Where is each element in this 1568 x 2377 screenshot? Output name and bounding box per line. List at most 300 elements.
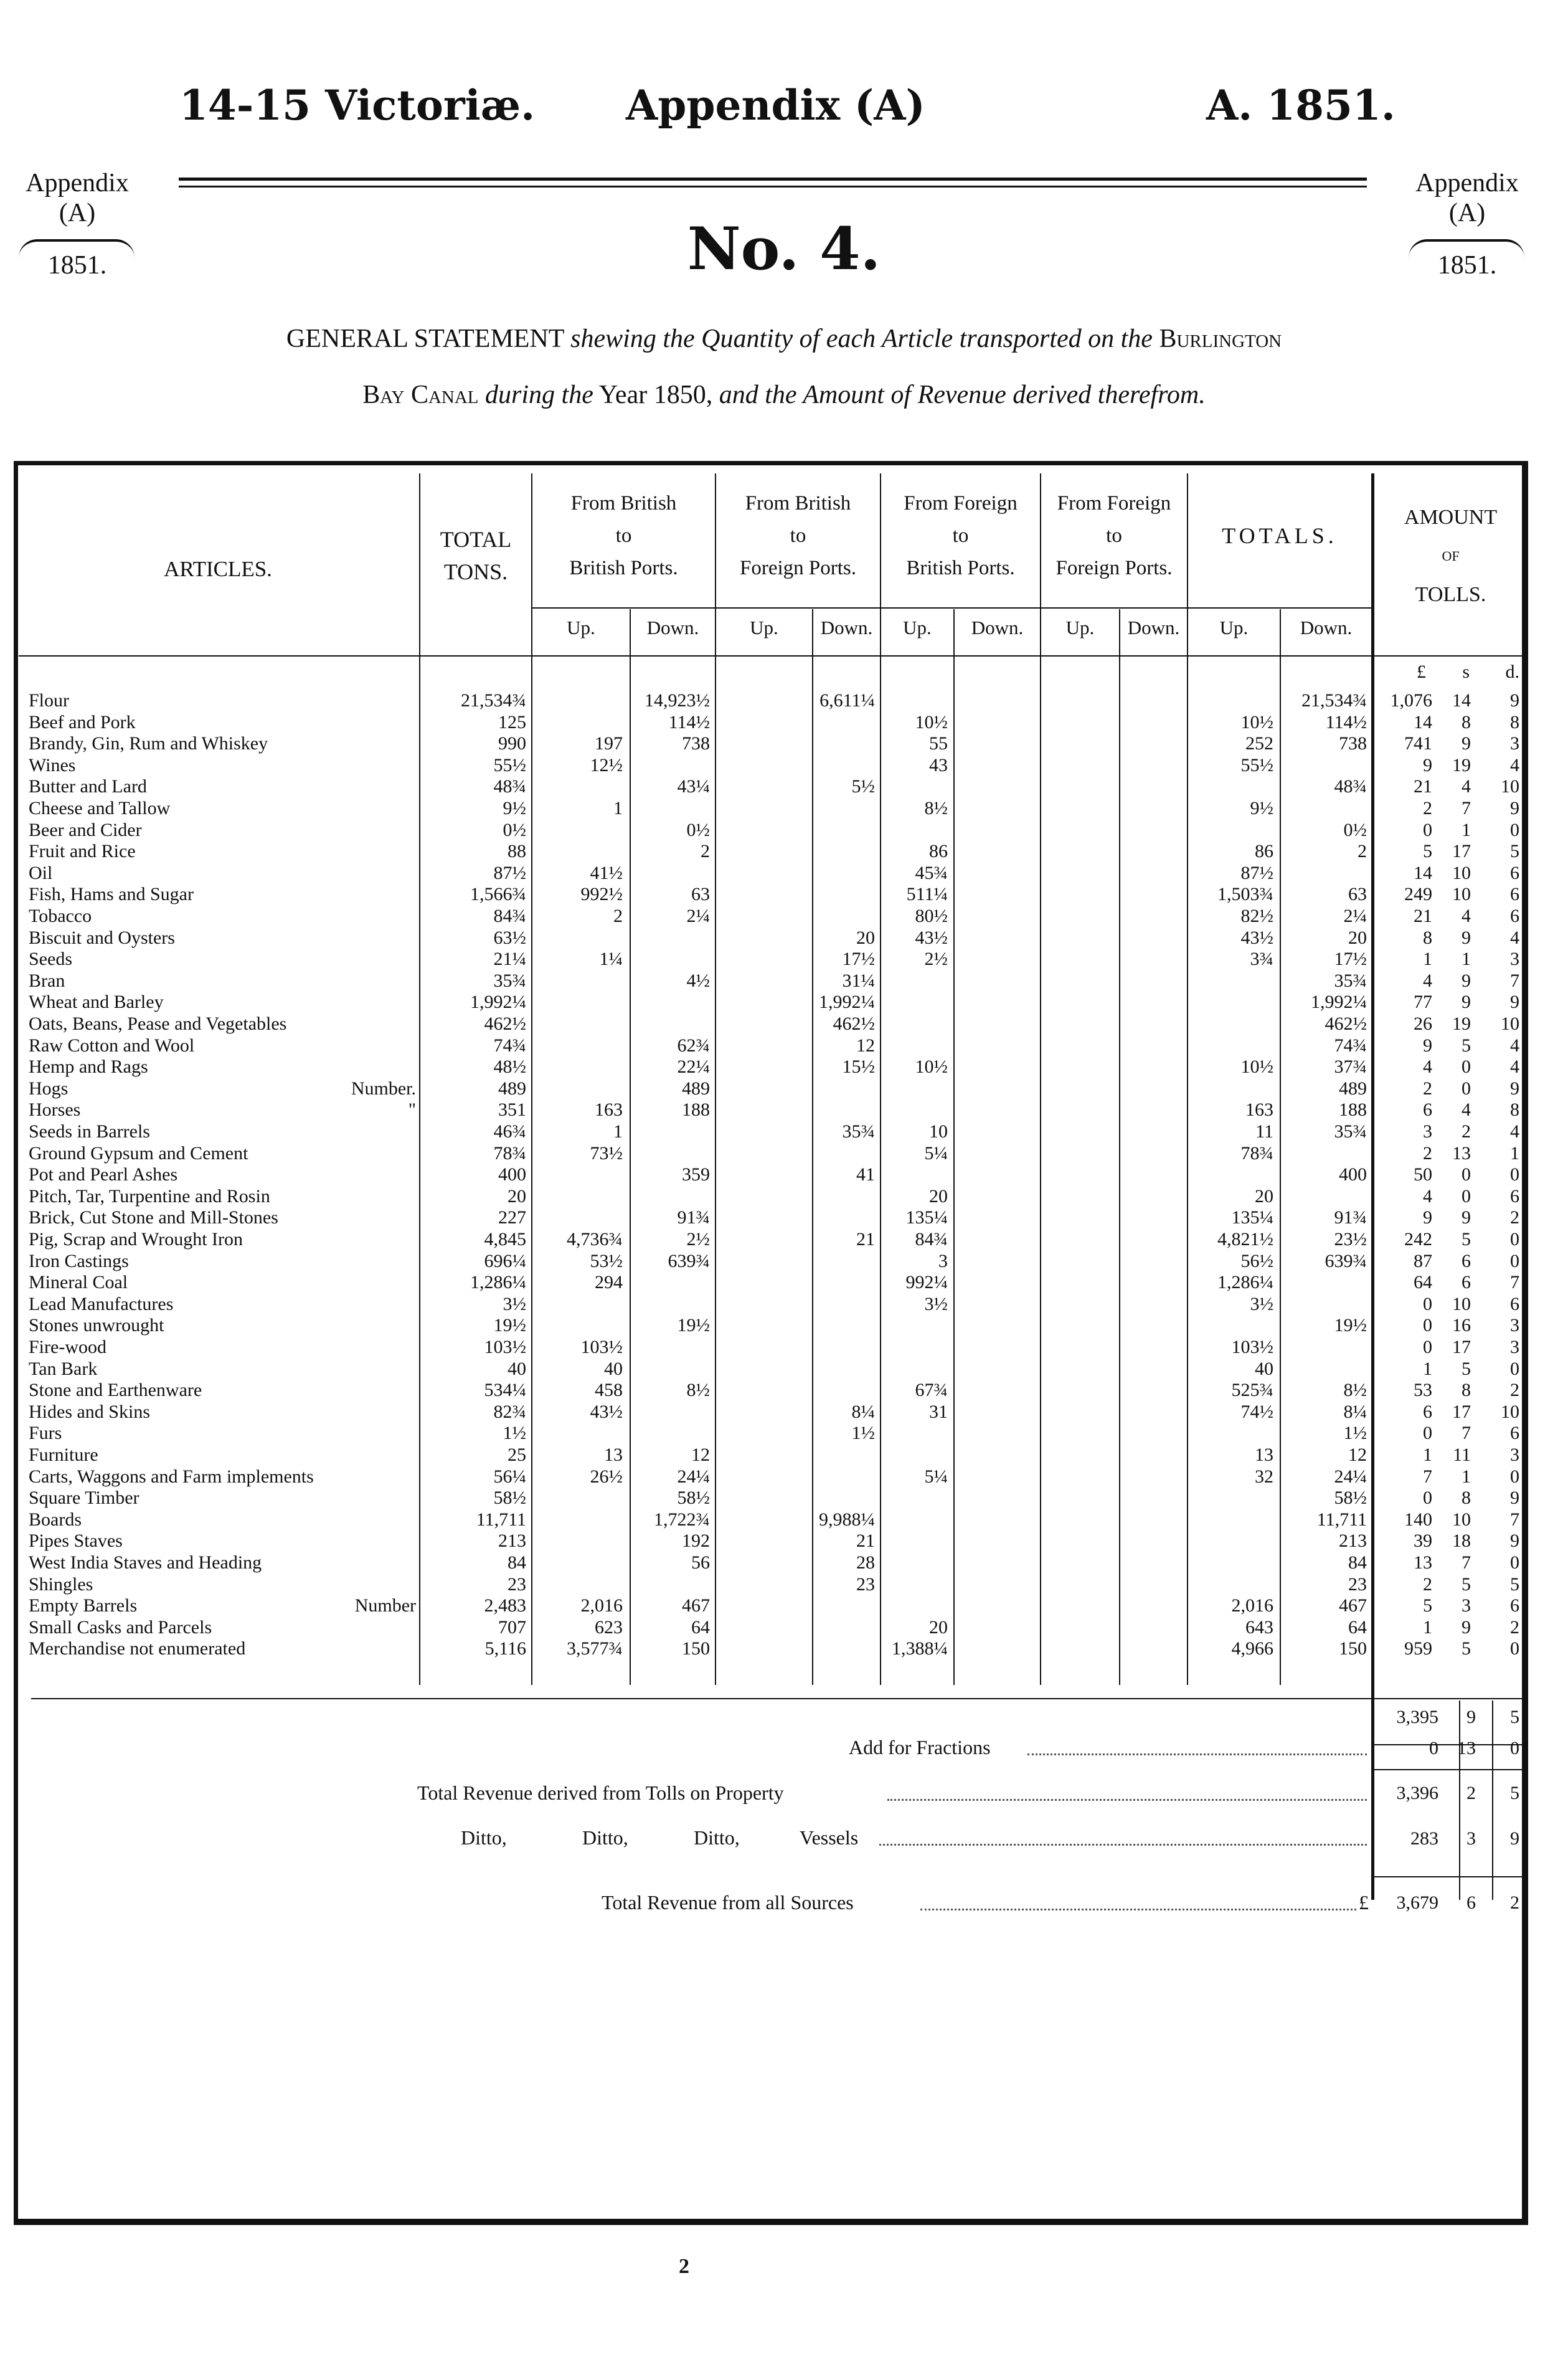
toll-pence-cell: 0: [1510, 1358, 1519, 1379]
table-row: [0, 1228, 1568, 1250]
vessels-pounds: 283: [1410, 1828, 1438, 1849]
quantity-cell: 41½: [590, 862, 623, 883]
toll-pounds-cell: 9: [1423, 1207, 1432, 1228]
toll-pounds-cell: 4: [1423, 1185, 1432, 1207]
table-row: [0, 690, 1568, 711]
toll-pounds-cell: 1: [1423, 1445, 1432, 1465]
group-line: From British: [570, 492, 677, 515]
toll-pence-cell: 2: [1510, 1380, 1519, 1401]
toll-pounds-cell: 4: [1423, 1056, 1432, 1078]
quantity-cell: 992½: [580, 884, 623, 905]
toll-pence-cell: 5: [1510, 841, 1519, 862]
total-tons-cell: 35¾: [493, 970, 526, 991]
toll-shillings-cell: 9: [1462, 1207, 1471, 1228]
leader-dots: [879, 1826, 1367, 1846]
quantity-cell: 0½: [686, 819, 710, 840]
quantity-cell: 74¾: [1334, 1035, 1367, 1056]
quantity-cell: 23½: [1334, 1229, 1367, 1250]
quantity-cell: 163: [595, 1099, 623, 1121]
article-name: Raw Cotton and Wool: [29, 1035, 195, 1056]
total-tons-cell: 87½: [493, 862, 526, 883]
total-tons-cell: 489: [498, 1078, 526, 1099]
quantity-cell: 3½: [1250, 1293, 1273, 1314]
toll-pence-cell: 10: [1501, 1013, 1519, 1034]
header-left: 14-15 Victoriæ.: [179, 81, 536, 130]
toll-shillings-cell: 1: [1462, 1466, 1471, 1487]
toll-pounds-cell: 741: [1404, 733, 1432, 754]
total-tons-cell: 23: [508, 1573, 526, 1595]
group-line: British Ports.: [569, 557, 678, 579]
article-name: Stones unwrought: [29, 1315, 164, 1336]
table-row: [0, 862, 1568, 884]
vessels-ditto-3: Ditto,: [694, 1826, 740, 1849]
article-name: Furniture: [29, 1445, 98, 1465]
quantity-cell: 20: [929, 1616, 948, 1638]
quantity-cell: 2,016: [1231, 1595, 1273, 1616]
quantity-cell: 91¾: [1334, 1207, 1367, 1228]
toll-pence-cell: 3: [1510, 1445, 1519, 1465]
total-tons-cell: 84: [508, 1552, 526, 1573]
group-line: Foreign Ports.: [1056, 557, 1173, 579]
quantity-cell: 21: [856, 1530, 875, 1552]
quantity-cell: 19½: [1334, 1315, 1367, 1336]
quantity-cell: 252: [1245, 733, 1273, 754]
quantity-cell: 2¼: [686, 906, 710, 926]
sub-up: Up.: [750, 617, 778, 638]
toll-pence-cell: 0: [1510, 1164, 1519, 1185]
toll-pounds-cell: 242: [1404, 1229, 1432, 1250]
quantity-cell: 78¾: [1240, 1142, 1273, 1164]
table-row: [0, 1401, 1568, 1423]
article-name: Merchandise not enumerated: [29, 1638, 246, 1659]
article-name: Shingles: [29, 1573, 93, 1595]
toll-pence-cell: 9: [1510, 798, 1519, 818]
table-row: [0, 1422, 1568, 1444]
table-row: [0, 883, 1568, 905]
quantity-cell: 0½: [1343, 819, 1367, 840]
article-name: Hemp and Rags: [29, 1056, 148, 1078]
toll-pence-cell: 9: [1510, 1487, 1519, 1509]
toll-pounds-cell: 26: [1414, 1013, 1432, 1034]
sub-down: Down.: [1300, 617, 1353, 638]
quantity-cell: 103½: [580, 1337, 623, 1357]
table-row: [0, 1121, 1568, 1142]
quantity-cell: 9,988¼: [819, 1509, 875, 1530]
toll-pounds-cell: 6: [1423, 1401, 1432, 1422]
document-number: No. 4.: [687, 215, 881, 283]
toll-pounds-cell: 21: [1414, 776, 1432, 797]
group-line: British Ports.: [906, 557, 1015, 579]
caption-canal-suffix: Bay Canal: [362, 381, 479, 409]
toll-shillings-cell: 10: [1452, 884, 1471, 905]
quantity-cell: 114½: [668, 711, 710, 733]
property-label: Total Revenue derived from Tolls on Property: [417, 1782, 784, 1804]
table-row: [0, 754, 1568, 776]
tolls-line: TOLLS.: [1415, 583, 1486, 606]
table-row: [0, 733, 1568, 754]
toll-pence-cell: 9: [1510, 1530, 1519, 1552]
toll-shillings-cell: 19: [1452, 1013, 1471, 1034]
quantity-cell: 3½: [924, 1293, 948, 1314]
quantity-cell: 738: [682, 733, 710, 754]
toll-shillings-cell: 18: [1452, 1530, 1471, 1552]
quantity-cell: 8¼: [851, 1401, 875, 1422]
toll-pence-cell: 10: [1501, 1401, 1519, 1422]
quantity-cell: 8½: [1343, 1380, 1367, 1401]
quantity-cell: 150: [682, 1638, 710, 1659]
quantity-cell: 43½: [1240, 927, 1273, 948]
quantity-cell: 53½: [590, 1250, 623, 1271]
toll-shillings-cell: 5: [1462, 1358, 1471, 1379]
group-foreign-british: [881, 487, 1040, 584]
total-tons-cell: 5,116: [484, 1638, 526, 1659]
quantity-cell: 15½: [842, 1056, 875, 1078]
table-row: [0, 797, 1568, 819]
toll-pence-cell: 6: [1510, 1185, 1519, 1207]
total-tons-cell: 227: [498, 1207, 526, 1228]
quantity-cell: 13: [1255, 1445, 1273, 1465]
toll-pence-cell: 3: [1510, 733, 1519, 754]
toll-pounds-cell: 2: [1423, 1142, 1432, 1164]
toll-pence-cell: 4: [1510, 927, 1519, 948]
toll-pounds-cell: 249: [1404, 884, 1432, 905]
quantity-cell: 31: [929, 1401, 948, 1422]
toll-pence-cell: 3: [1510, 949, 1519, 970]
property-pence: 5: [1510, 1783, 1519, 1803]
table-row: [0, 1142, 1568, 1164]
toll-pounds-cell: 77: [1414, 992, 1432, 1013]
group-foreign-foreign: [1041, 487, 1187, 584]
total-tons-cell: 25: [508, 1445, 526, 1465]
quantity-cell: 23: [1348, 1573, 1367, 1595]
caption-year: Year 1850,: [598, 381, 713, 409]
toll-pence-cell: 0: [1510, 1229, 1519, 1250]
toll-pounds-cell: 140: [1404, 1509, 1432, 1530]
quantity-cell: 5½: [851, 776, 875, 797]
quantity-cell: 150: [1339, 1638, 1367, 1659]
article-unit: ": [408, 1099, 416, 1121]
group-line: to: [1106, 524, 1122, 547]
toll-shillings-cell: 7: [1462, 1423, 1471, 1444]
table-row: [0, 1466, 1568, 1487]
toll-pounds-cell: 3: [1423, 1121, 1432, 1142]
article-name: Oats, Beans, Pease and Vegetables: [29, 1013, 287, 1034]
table-row: [0, 1509, 1568, 1530]
toll-pence-cell: 0: [1510, 819, 1519, 840]
quantity-cell: 23: [856, 1573, 875, 1595]
table-row: [0, 1250, 1568, 1272]
total-tons-cell: 3½: [503, 1293, 526, 1314]
quantity-cell: 20: [929, 1185, 948, 1207]
table-row: [0, 819, 1568, 841]
quantity-cell: 11,711: [1316, 1509, 1367, 1530]
quantity-cell: 22¼: [677, 1056, 710, 1078]
total-tons-cell: 40: [508, 1358, 526, 1379]
quantity-cell: 3: [938, 1250, 948, 1271]
group-line: From Foreign: [1057, 492, 1171, 515]
toll-pence-cell: 8: [1510, 1099, 1519, 1121]
toll-shillings-cell: 8: [1462, 1380, 1471, 1401]
toll-shillings-cell: 17: [1452, 1337, 1471, 1357]
sub-down: Down.: [1127, 617, 1180, 638]
quantity-cell: 58½: [677, 1487, 710, 1509]
article-name: Bran: [29, 970, 65, 991]
vessels-pence: 9: [1510, 1828, 1519, 1849]
quantity-cell: 20: [856, 927, 875, 948]
total-tons-cell: 88: [508, 841, 526, 862]
subtotal-pence: 5: [1510, 1707, 1519, 1727]
currency-symbol: £: [1359, 1891, 1369, 1914]
toll-pence-cell: 4: [1510, 1056, 1519, 1078]
quantity-cell: 24¼: [1334, 1466, 1367, 1487]
toll-pounds-cell: 0: [1423, 1293, 1432, 1314]
quantity-cell: 12: [691, 1445, 710, 1465]
quantity-cell: 4,736¾: [567, 1229, 623, 1250]
toll-pounds-cell: 87: [1414, 1250, 1432, 1271]
side-note-sub: (A): [1448, 199, 1486, 227]
toll-shillings-cell: 8: [1462, 711, 1471, 733]
quantity-cell: 26½: [590, 1466, 623, 1487]
toll-pounds-cell: 2: [1423, 798, 1432, 818]
toll-pounds-cell: 1: [1423, 1616, 1432, 1638]
toll-pounds-cell: 0: [1423, 1337, 1432, 1357]
side-note-sub: (A): [59, 199, 96, 227]
quantity-cell: 992¼: [905, 1272, 948, 1293]
toll-pounds-cell: 1,076: [1390, 690, 1432, 711]
article-name: Fruit and Rice: [29, 841, 136, 862]
subheader-rule: [531, 607, 1372, 609]
table-row: [0, 1056, 1568, 1078]
money-pounds-heading: £: [1417, 662, 1426, 682]
sub-down: Down.: [646, 617, 699, 638]
quantity-cell: 32: [1255, 1466, 1273, 1487]
toll-pounds-cell: 1: [1423, 1358, 1432, 1379]
quantity-cell: 67¾: [915, 1380, 948, 1401]
quantity-cell: 135¼: [1231, 1207, 1273, 1228]
total-tons-cell: 1,992¼: [470, 992, 526, 1013]
quantity-cell: 623: [595, 1616, 623, 1638]
article-name: Biscuit and Oysters: [29, 927, 175, 948]
fractions-pounds: 0: [1429, 1738, 1438, 1758]
page-number: 2: [679, 2255, 689, 2278]
quantity-cell: 10½: [1240, 711, 1273, 733]
total-tons-cell: 11,711: [476, 1509, 526, 1530]
quantity-cell: 462½: [833, 1013, 875, 1034]
group-line: From Foreign: [904, 492, 1018, 515]
toll-pounds-cell: 5: [1423, 841, 1432, 862]
quantity-cell: 1½: [1343, 1423, 1367, 1444]
total-tons-cell: 213: [498, 1530, 526, 1552]
group-line: to: [615, 524, 632, 547]
total-tons-cell: 1½: [503, 1423, 526, 1444]
toll-shillings-cell: 16: [1452, 1315, 1471, 1336]
total-tons-cell: 82¾: [493, 1401, 526, 1422]
total-tons-cell: 74¾: [493, 1035, 526, 1056]
money-shillings-heading: s: [1462, 662, 1470, 682]
article-unit: Number.: [351, 1078, 416, 1099]
toll-shillings-cell: 7: [1462, 798, 1471, 818]
article-name: Seeds in Barrels: [29, 1121, 150, 1142]
body-bottom-rule: [31, 1698, 1526, 1699]
quantity-cell: 28: [856, 1552, 875, 1573]
table-row: [0, 1013, 1568, 1035]
table-row: [0, 1035, 1568, 1056]
quantity-cell: 56: [691, 1552, 710, 1573]
table-row: [0, 1271, 1568, 1293]
toll-shillings-cell: 13: [1452, 1142, 1471, 1164]
toll-pence-cell: 10: [1501, 776, 1519, 797]
quantity-cell: 20: [1255, 1185, 1273, 1207]
article-name: Cheese and Tallow: [29, 798, 171, 818]
quantity-cell: 13: [604, 1445, 623, 1465]
table-row: [0, 1099, 1568, 1121]
table-row: [0, 1078, 1568, 1099]
quantity-cell: 2½: [686, 1229, 710, 1250]
total-tons-cell: 462½: [484, 1013, 526, 1034]
articles-header: ARTICLES.: [164, 557, 272, 581]
total-tons-cell: 58½: [493, 1487, 526, 1509]
quantity-cell: 400: [1339, 1164, 1367, 1185]
quantity-cell: 738: [1339, 733, 1367, 754]
table-row: [0, 1314, 1568, 1336]
total-tons-cell: 990: [498, 733, 526, 754]
quantity-cell: 639¾: [668, 1250, 710, 1271]
quantity-cell: 40: [604, 1358, 623, 1379]
quantity-cell: 35¾: [1334, 1121, 1367, 1142]
toll-pounds-cell: 13: [1414, 1552, 1432, 1573]
quantity-cell: 467: [682, 1595, 710, 1616]
money-pence-heading: d.: [1505, 662, 1519, 682]
quantity-cell: 489: [1339, 1078, 1367, 1099]
side-note-title: Appendix: [1415, 169, 1519, 197]
quantity-cell: 12: [1348, 1445, 1367, 1465]
article-name: Furs: [29, 1423, 62, 1444]
toll-shillings-cell: 0: [1462, 1078, 1471, 1099]
table-row: [0, 776, 1568, 797]
quantity-cell: 31¼: [842, 970, 875, 991]
quantity-cell: 1,286¼: [1217, 1272, 1273, 1293]
quantity-cell: 3¾: [1250, 949, 1273, 970]
total-tons-cell: 9½: [503, 798, 526, 818]
vessels-label: Vessels: [800, 1826, 859, 1849]
table-row: [0, 927, 1568, 949]
toll-shillings-cell: 0: [1462, 1164, 1471, 1185]
quantity-cell: 56½: [1240, 1250, 1273, 1271]
quantity-cell: 2: [613, 906, 623, 926]
quantity-cell: 55½: [1240, 754, 1273, 776]
quantity-cell: 8¼: [1343, 1401, 1367, 1422]
article-name: Pipes Staves: [29, 1530, 123, 1552]
group-british-british: [532, 487, 715, 584]
table-row: [0, 991, 1568, 1013]
sub-up: Up.: [1065, 617, 1095, 638]
toll-pence-cell: 0: [1510, 1552, 1519, 1573]
toll-pounds-cell: 0: [1423, 1315, 1432, 1336]
article-name: Tan Bark: [29, 1358, 98, 1379]
quantity-cell: 5¼: [924, 1466, 948, 1487]
quantity-cell: 163: [1245, 1099, 1273, 1121]
total-tons-cell: 55½: [493, 754, 526, 776]
table-row: [0, 1293, 1568, 1315]
quantity-cell: 45¾: [915, 862, 948, 883]
quantity-cell: 84¾: [915, 1229, 948, 1250]
table-row: [0, 905, 1568, 927]
quantity-cell: 5¼: [924, 1142, 948, 1164]
quantity-cell: 489: [682, 1078, 710, 1099]
quantity-cell: 11: [1255, 1121, 1273, 1142]
quantity-cell: 43: [929, 754, 948, 776]
quantity-cell: 4,966: [1231, 1638, 1273, 1659]
vessels-shillings: 3: [1466, 1828, 1476, 1849]
caption-canal-name: Burlington: [1159, 325, 1282, 353]
article-unit: Number: [354, 1595, 416, 1616]
quantity-cell: 58½: [1334, 1487, 1367, 1509]
total-tons-cell: 19½: [493, 1315, 526, 1336]
total-tons-cell: 103½: [484, 1337, 526, 1357]
caption-italic-end: and the Amount of Revenue derived therefrom.: [719, 381, 1206, 409]
article-name: Wheat and Barley: [29, 992, 164, 1013]
table-row: [0, 1336, 1568, 1358]
toll-shillings-cell: 9: [1462, 927, 1471, 948]
toll-shillings-cell: 0: [1462, 1056, 1471, 1078]
toll-shillings-cell: 17: [1452, 841, 1471, 862]
group-line: to: [952, 524, 969, 547]
toll-shillings-cell: 9: [1462, 992, 1471, 1013]
toll-pounds-cell: 7: [1423, 1466, 1432, 1487]
toll-pence-cell: 6: [1510, 884, 1519, 905]
total-tons-line-2: TONS.: [443, 559, 508, 584]
toll-pence-cell: 9: [1510, 690, 1519, 711]
toll-shillings-cell: 6: [1462, 1272, 1471, 1293]
caption-line-2: [0, 380, 1568, 410]
toll-pounds-cell: 8: [1423, 927, 1432, 948]
quantity-cell: 188: [1339, 1099, 1367, 1121]
quantity-cell: 1,992¼: [1311, 992, 1367, 1013]
fractions-rule: [1373, 1769, 1526, 1770]
quantity-cell: 10½: [915, 1056, 948, 1078]
quantity-cell: 3,577¾: [567, 1638, 623, 1659]
quantity-cell: 19½: [677, 1315, 710, 1336]
toll-pounds-cell: 50: [1414, 1164, 1432, 1185]
table-row: [0, 711, 1568, 733]
article-name: Mineral Coal: [29, 1272, 128, 1293]
quantity-cell: 6,611¼: [819, 690, 875, 711]
quantity-cell: 458: [595, 1380, 623, 1401]
quantity-cell: 511¼: [906, 884, 948, 905]
toll-shillings-cell: 3: [1462, 1595, 1471, 1616]
all-pounds: 3,679: [1396, 1892, 1438, 1913]
all-pence: 2: [1510, 1892, 1519, 1913]
quantity-cell: 213: [1339, 1530, 1367, 1552]
quantity-cell: 2½: [924, 949, 948, 970]
article-name: Iron Castings: [29, 1250, 129, 1271]
quantity-cell: 467: [1339, 1595, 1367, 1616]
toll-pounds-cell: 959: [1404, 1638, 1432, 1659]
toll-shillings-cell: 5: [1462, 1229, 1471, 1250]
toll-pence-cell: 4: [1510, 1035, 1519, 1056]
caption-line-1: [0, 324, 1568, 354]
quantity-cell: 17½: [1334, 949, 1367, 970]
toll-shillings-cell: 5: [1462, 1573, 1471, 1595]
article-name: Square Timber: [29, 1487, 139, 1509]
sub-down: Down.: [820, 617, 873, 638]
quantity-cell: 10: [929, 1121, 948, 1142]
leader-dots: [887, 1782, 1367, 1801]
total-tons-cell: 400: [498, 1164, 526, 1185]
article-name: Hogs: [29, 1078, 68, 1099]
toll-pence-cell: 7: [1510, 1509, 1519, 1530]
article-name: Wines: [29, 754, 76, 776]
